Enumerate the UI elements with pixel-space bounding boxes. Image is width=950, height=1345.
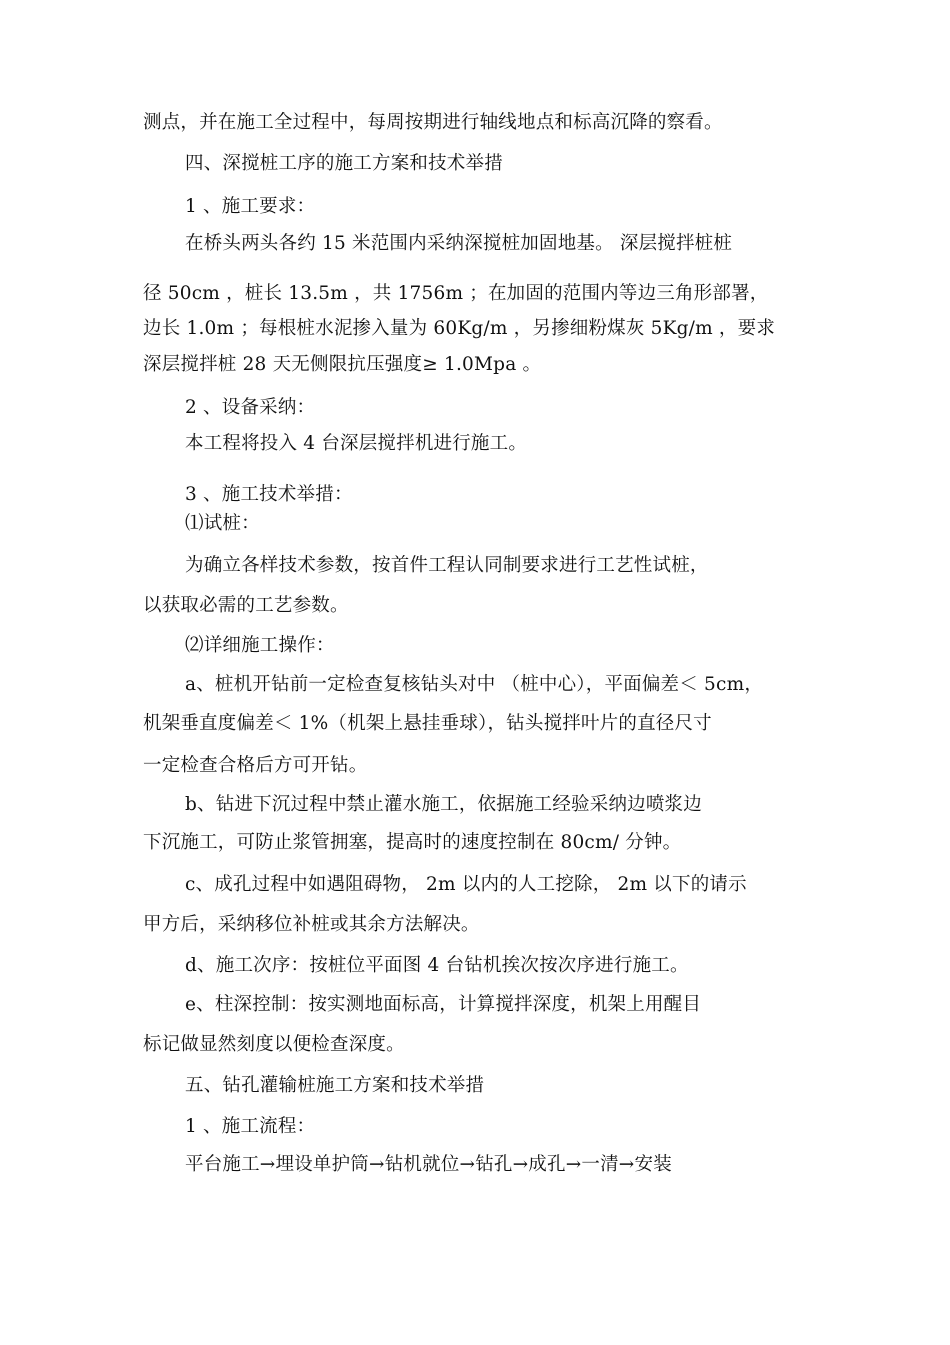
line-6: 边长 1.0m ；每根桩水泥掺入量为 60Kg/m ，另掺细粉煤灰 5Kg/m ，要求 xyxy=(143,318,776,339)
item-e-line-1: e、柱深控制：按实测地面标高，计算搅拌深度，机架上用醒目 xyxy=(185,994,702,1015)
item-c-line-1: c、成孔过程中如遇阻碍物， 2m 以内的人工挖除， 2m 以下的请示 xyxy=(185,874,747,895)
section-heading-5: 五、钻孔灌输桩施工方案和技术举措 xyxy=(185,1075,485,1096)
item-b-line-1: b、钻进下沉过程中禁止灌水施工，依据施工经验采纳边喷浆边 xyxy=(185,794,702,815)
section-heading-4: 四、深搅桩工序的施工方案和技术举措 xyxy=(185,153,503,174)
item-d: d、施工次序：按桩位平面图 4 台钻机挨次按次序进行施工。 xyxy=(185,955,689,976)
line-27: 平台施工→埋设单护筒→钻机就位→钻孔→成孔→一清→安装 xyxy=(185,1154,672,1175)
item-a-line-1: a、桩机开钻前一定检查复核钻头对中 （桩中心），平面偏差＜ 5cm， xyxy=(185,674,764,695)
subheading-equipment: 2 、设备采纳： xyxy=(185,397,316,418)
item-b-line-2: 下沉施工，可防止浆管拥塞，提高时的速度控制在 80cm/ 分钟。 xyxy=(143,832,682,853)
line-12: 为确立各样技术参数，按首件工程认同制要求进行工艺性试桩， xyxy=(185,555,709,576)
line-13: 以获取必需的工艺参数。 xyxy=(143,595,349,616)
line-4: 在桥头两头各约 15 米范围内采纳深搅桩加固地基。 深层搅拌桩桩 xyxy=(185,233,733,254)
line-1: 测点，并在施工全过程中，每周按期进行轴线地点和标高沉降的察看。 xyxy=(143,112,723,133)
item-c-line-2: 甲方后，采纳移位补桩或其余方法解决。 xyxy=(143,914,480,935)
item-a-line-2: 机架垂直度偏差＜ 1%（机架上悬挂垂球），钻头搅拌叶片的直径尺寸 xyxy=(143,713,712,734)
subheading-construction-requirements: 1 、施工要求： xyxy=(185,196,316,217)
item-e-line-2: 标记做显然刻度以便检查深度。 xyxy=(143,1034,405,1055)
item-a-line-3: 一定检查合格后方可开钻。 xyxy=(143,755,368,776)
subheading-detailed-operation: ⑵详细施工操作： xyxy=(185,635,335,656)
subheading-test-pile: ⑴试桩： xyxy=(185,513,260,534)
subheading-construction-flow: 1 、施工流程： xyxy=(185,1116,316,1137)
line-7: 深层搅拌桩 28 天无侧限抗压强度≥ 1.0Mpa 。 xyxy=(143,354,542,375)
subheading-technical-measures: 3 、施工技术举措： xyxy=(185,484,353,505)
line-9: 本工程将投入 4 台深层搅拌机进行施工。 xyxy=(185,433,528,454)
line-5: 径 50cm ，桩长 13.5m ，共 1756m ；在加固的范围内等边三角形部署， xyxy=(143,283,769,304)
